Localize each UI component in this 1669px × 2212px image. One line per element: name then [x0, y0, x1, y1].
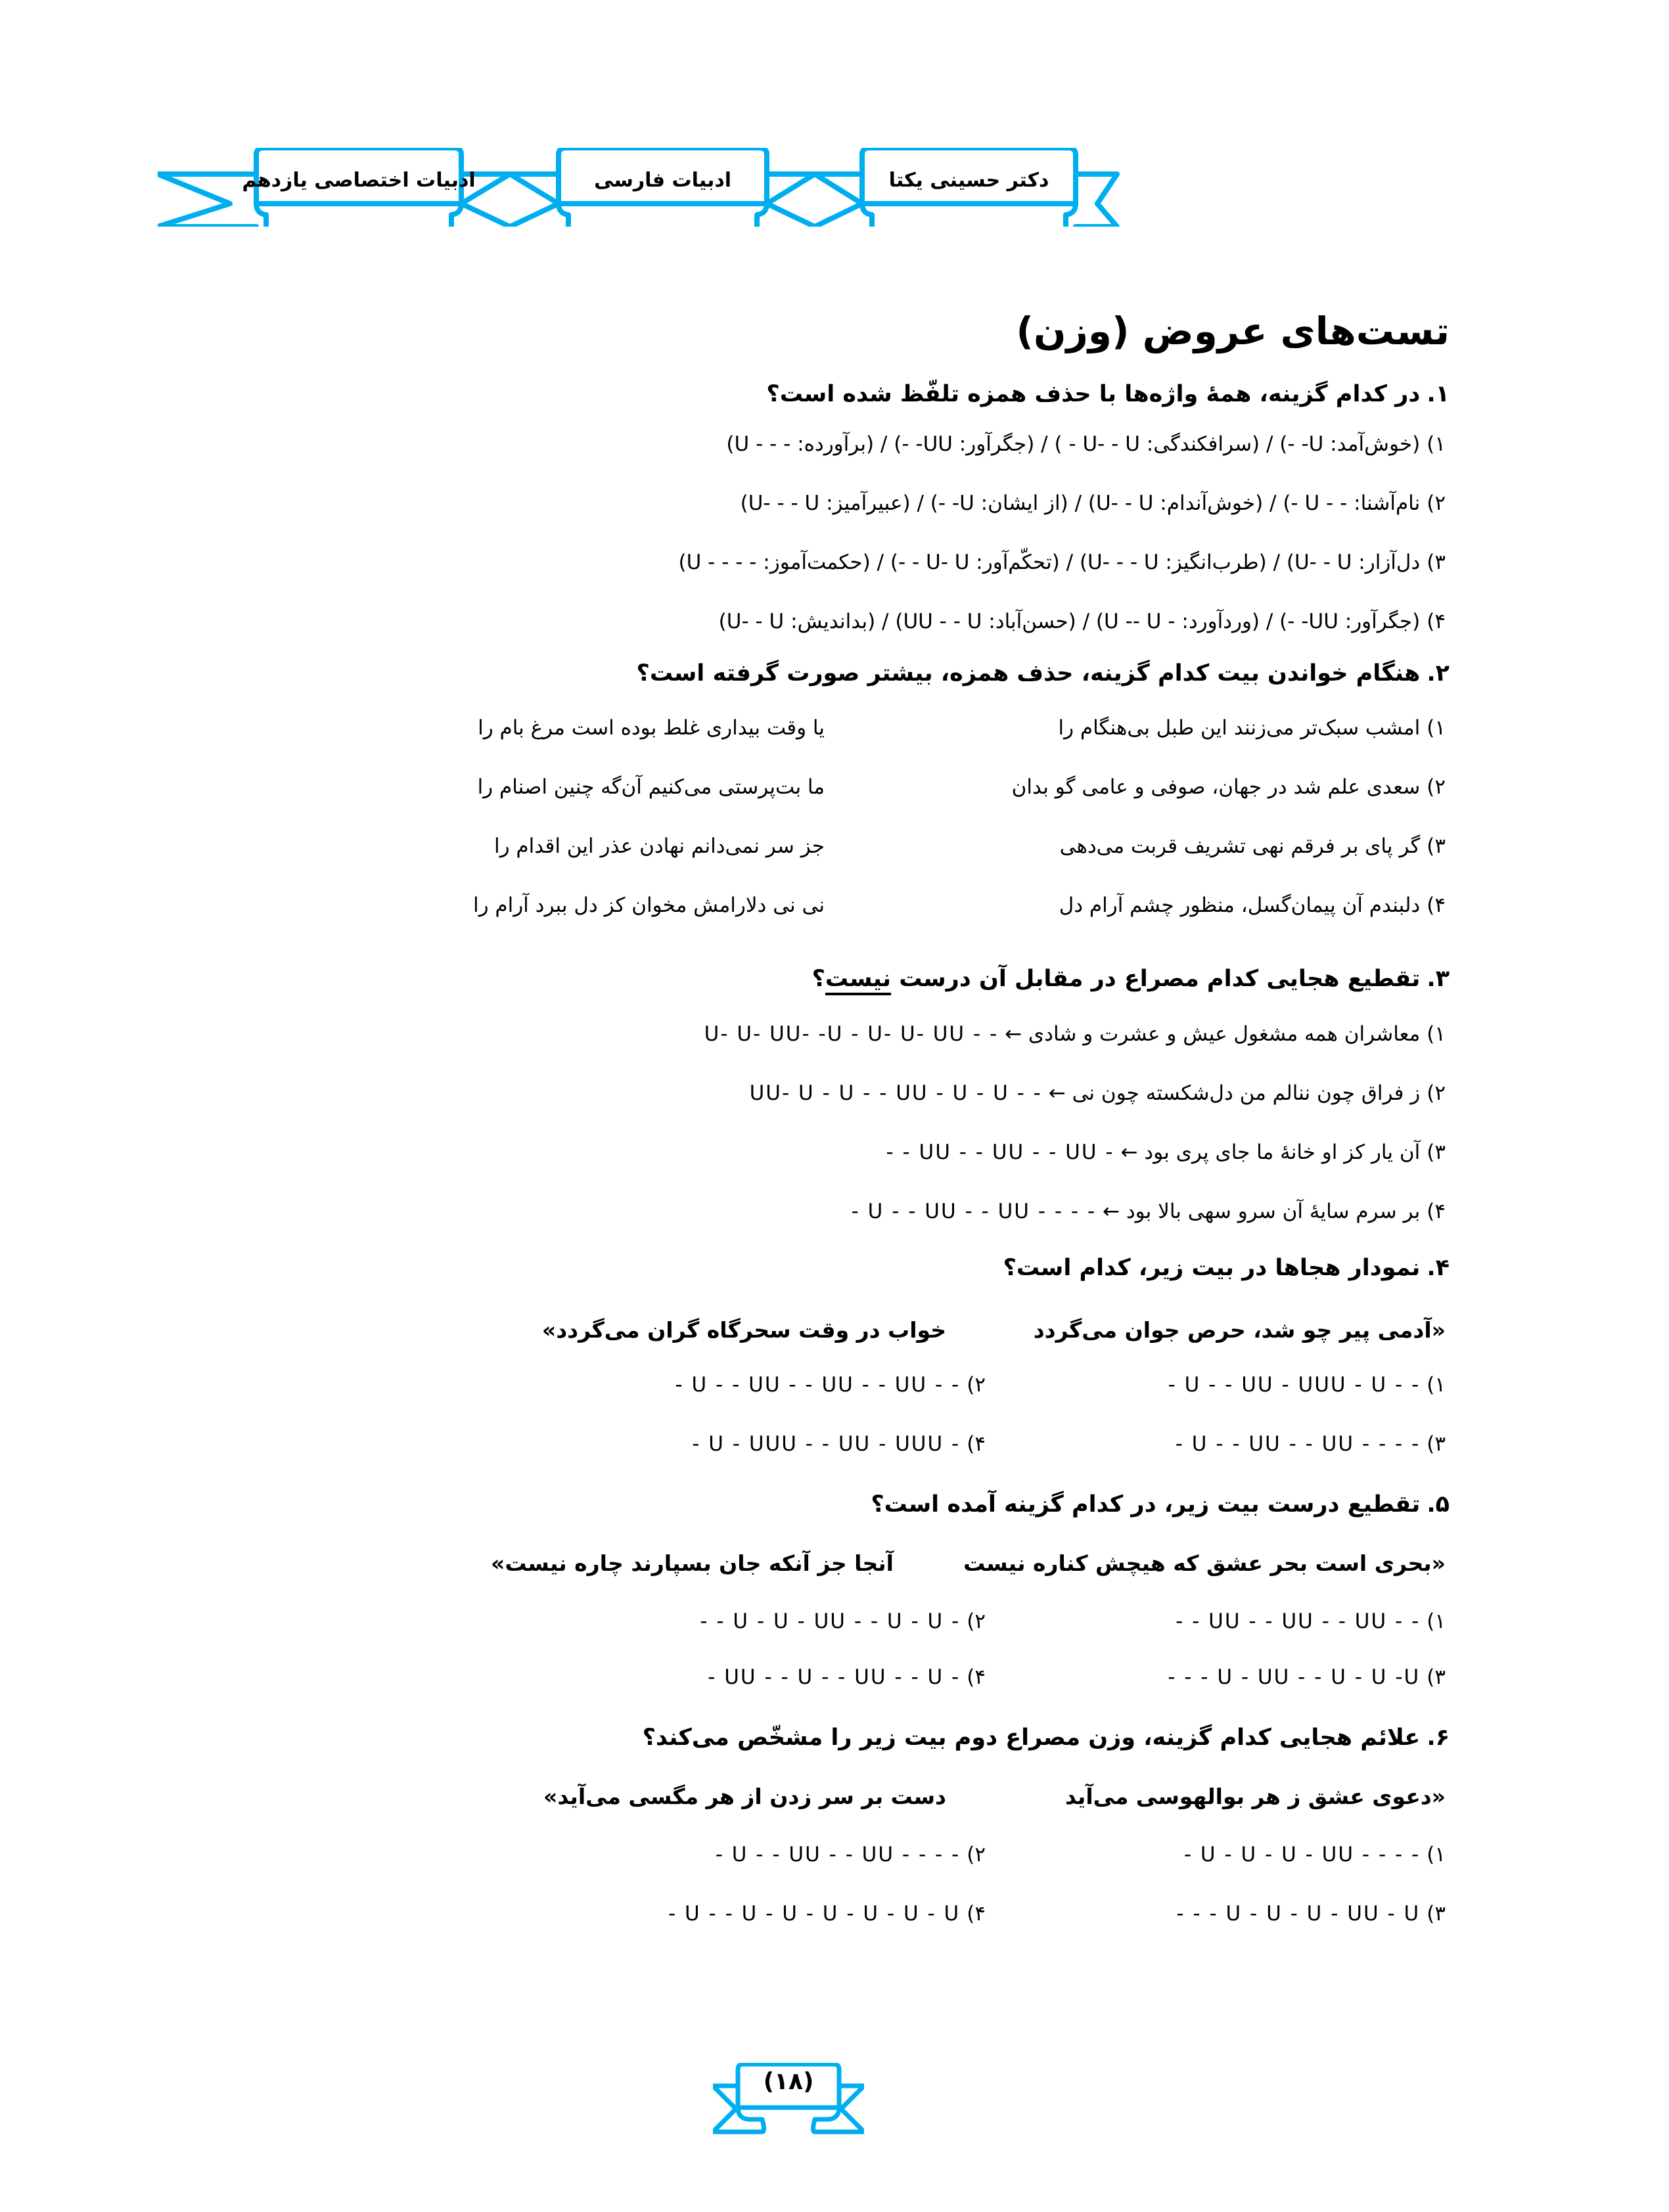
question-4-title: [1003, 1255, 1450, 1281]
question-number: ۴.: [1427, 1255, 1450, 1281]
arrow-left-icon: ←: [1103, 1200, 1120, 1223]
page-number-ribbon: [713, 2063, 864, 2135]
question-1-option-1[interactable]: ۱)(خوش‌آمد: U- -) / (سرافکندگی: U- - U - ) / (جگرآور: UU- -) / (برآورده: - - - U): [726, 432, 1446, 456]
question-5-option-2[interactable]: ۲)- - U - U - UU - - U - U -: [700, 1610, 986, 1633]
header-ribbon: [158, 148, 1511, 227]
question-text: نمودار هجاها در بیت زیر، کدام است؟: [1003, 1255, 1421, 1281]
question-1-option-3[interactable]: ۳)دل‌آزار: U- - U) / (طرب‌انگیز: U- - - U) / (تحکّم‌آور: U- U - -) / (حکمت‌آموز: - - - - U): [678, 551, 1446, 574]
question-2-option-2[interactable]: ۲)سعدی علم شد در جهان، صوفی و عامی گو بدان: [1011, 775, 1446, 799]
question-2-option-3[interactable]: ۳)گر پای بر فرقم نهی تشریف قربت می‌دهی: [1059, 834, 1446, 858]
question-2-title: [637, 660, 1450, 687]
header-subject: ادبیات فارسی: [593, 168, 732, 192]
question-6-verse-second: دست بر سر زدن از هر مگسی می‌آید»: [543, 1784, 946, 1809]
header-author: دکتر حسینی یکتا: [888, 168, 1049, 192]
header-book-title: ادبیات اختصاصی یازدهم: [242, 168, 476, 192]
question-4-option-2[interactable]: ۲)- U - - UU - - UU - - UU - -: [675, 1373, 986, 1397]
question-6-verse-first: «دعوی عشق ز هر بوالهوسی می‌آید: [1064, 1784, 1446, 1809]
question-2-option-4-second: نی نی دلارامش مخوان کز دل ببرد آرام را: [472, 893, 825, 917]
question-6-title: [643, 1725, 1450, 1751]
question-3-option-4[interactable]: ۴)بر سرم سایهٔ آن سرو سهی بالا بود ← - U - - UU - - UU - - - -: [851, 1200, 1446, 1223]
question-5-verse-second: آنجا جز آنکه جان بسپارند چاره نیست»: [491, 1550, 894, 1576]
question-number: ۵.: [1427, 1491, 1450, 1518]
question-text: علائم هجایی کدام گزینه، وزن مصراع دوم بیت زیر را مشخّص می‌کند؟: [642, 1725, 1421, 1751]
question-4-verse-second: خواب در وقت سحرگاه گران می‌گردد»: [541, 1317, 946, 1343]
question-text: هنگام خواندن بیت کدام گزینه، حذف همزه، بیشتر صورت گرفته است؟: [636, 660, 1421, 687]
question-5-verse-first: «بحری است بحر عشق که هیچش کناره نیست: [963, 1550, 1446, 1576]
question-number: ۱.: [1427, 381, 1450, 407]
question-1-title: [766, 381, 1450, 407]
arrow-left-icon: ←: [1005, 1022, 1022, 1046]
question-text: در کدام گزینه، همهٔ واژه‌ها با حذف همزه تلفّظ شده است؟: [766, 381, 1421, 407]
question-4-option-3[interactable]: ۳)- U - - UU - - UU - - - -: [1175, 1432, 1446, 1456]
question-4-option-4[interactable]: ۴)- U - UUU - - UU - UUU -: [692, 1432, 986, 1456]
question-5-title: [871, 1491, 1450, 1518]
question-6-option-4[interactable]: ۴)- U - - U - U - U - U - U - U: [668, 1902, 986, 1926]
question-6-option-3[interactable]: ۳)- - - U - U - U - UU - U: [1176, 1902, 1446, 1926]
arrow-left-icon: ←: [1120, 1140, 1138, 1164]
question-3-title: ۳.تقطیع هجایی کدام مصراع در مقابل آن درست نیست؟: [812, 966, 1450, 992]
question-1-option-2[interactable]: ۲)نام‌آشنا: - - U -) / (خوش‌آندام: U- - U) / (از ایشان: U- -) / (عبیرآمیز: U- - - U): [740, 491, 1446, 515]
question-2-option-4[interactable]: ۴)دلبندم آن پیمان‌گسل، منظور چشم آرام دل: [1059, 893, 1446, 917]
question-4-verse-first: «آدمی پیر چو شد، حرص جوان می‌گردد: [1033, 1317, 1446, 1343]
question-6-option-1[interactable]: ۱)- U - U - U - UU - - - -: [1183, 1843, 1446, 1866]
question-number: ۶.: [1427, 1725, 1450, 1751]
question-4-option-1[interactable]: ۱)- U - - UU - UUU - U - -: [1168, 1373, 1446, 1397]
question-5-option-3[interactable]: ۳)- - - U - UU - - U - U -U: [1168, 1665, 1446, 1689]
question-2-option-1[interactable]: ۱)امشب سبک‌تر می‌زنند این طبل بی‌هنگام را: [1058, 716, 1446, 740]
question-1-option-4[interactable]: ۴)(جگرآور: UU- -) / (وردآورد: - U -- U) / (حسن‌آباد: UU - - U) / (بداندیش: U- - U): [718, 610, 1446, 633]
question-6-option-2[interactable]: ۲)- U - - UU - - UU - - - -: [715, 1843, 986, 1866]
question-number: ۲.: [1427, 660, 1450, 687]
page-title: تست‌های عروض (وزن): [1016, 309, 1450, 353]
question-number: ۳.: [1427, 966, 1450, 992]
question-3-option-3[interactable]: ۳)آن یار کز او خانهٔ ما جای پری بود ← - - UU - - UU - - UU -: [886, 1140, 1446, 1164]
question-3-option-1[interactable]: ۱)معاشران همه مشغول عیش و عشرت و شادی ← U- U- UU- -U - U- U- UU - -: [704, 1022, 1446, 1046]
arrow-left-icon: ←: [1048, 1081, 1066, 1105]
question-3-option-2[interactable]: ۲)ز فراق چون ننالم من دل‌شکسته چون نی ← UU- U - U - - UU - U - U - -: [749, 1081, 1446, 1105]
question-2-option-3-second: جز سر نمی‌دانم نهادن عذر این اقدام را: [494, 834, 825, 858]
question-5-option-1[interactable]: ۱)- - UU - - UU - - UU - -: [1176, 1610, 1446, 1633]
question-2-option-2-second: ما بت‌پرستی می‌کنیم آن‌گه چنین اصنام را: [477, 775, 825, 799]
question-text: تقطیع درست بیت زیر، در کدام گزینه آمده است؟: [871, 1491, 1421, 1518]
question-5-option-4[interactable]: ۴)- UU - - U - - UU - - U -: [708, 1665, 986, 1689]
emphasis-not: نیست: [825, 966, 892, 992]
page-number: (۱۸): [763, 2068, 814, 2095]
question-2-option-1-second: یا وقت بیداری غلط بوده است مرغ بام را: [478, 716, 825, 740]
